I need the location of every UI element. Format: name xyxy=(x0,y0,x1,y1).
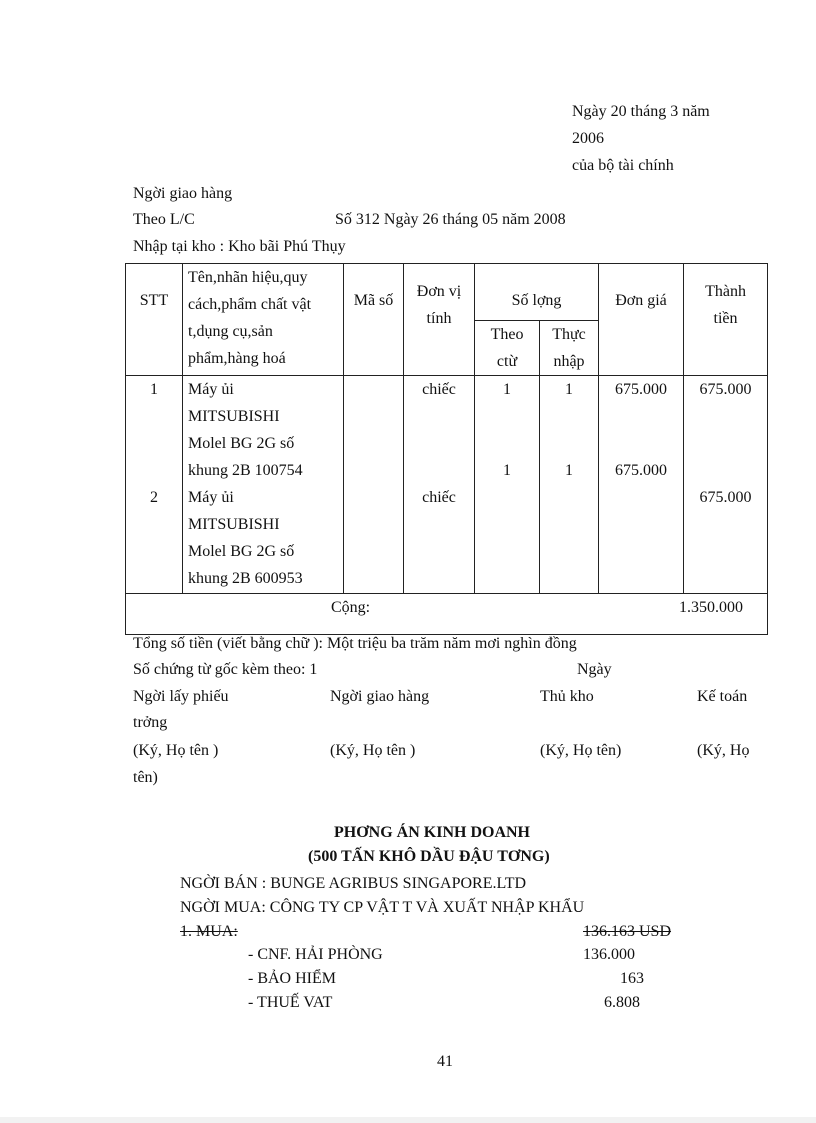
lc-label: Theo L/C xyxy=(133,211,195,228)
plan-item-cnf-value: 136.000 xyxy=(583,946,635,963)
header-stt: STT xyxy=(126,264,183,376)
lc-number: Số 312 Ngày 26 tháng 05 năm 2008 xyxy=(335,211,566,228)
row1-stt: 1 xyxy=(150,381,158,398)
signature-accountant: Kế toán xyxy=(697,688,748,705)
page-number: 41 xyxy=(437,1053,453,1070)
sign-label-accountant: (Ký, Họ xyxy=(697,742,750,759)
receipt-table xyxy=(125,263,768,635)
cell-stt xyxy=(126,376,183,594)
cell-price xyxy=(599,376,684,594)
sign-label-wrap: tên) xyxy=(133,769,158,786)
cell-name: Máy ủi MITSUBISHI Molel BG 2G số khung 2B 100754 Máy ủi MITSUBISHI Molel BG 2G số khung 2B 600953 xyxy=(183,376,344,594)
summary-date-label: Ngày xyxy=(577,661,612,678)
cell-qty-actual xyxy=(540,376,599,594)
cell-amount xyxy=(684,376,768,594)
deliverer-line: Ngời giao hàng xyxy=(133,185,233,202)
total-label: Cộng: xyxy=(331,599,371,616)
attached-docs: Số chứng từ gốc kèm theo: 1 xyxy=(133,661,318,678)
plan-item-cnf-label: - CNF. HẢI PHÒNG xyxy=(248,946,383,963)
row2-stt: 2 xyxy=(150,489,158,506)
plan-seller: NGỜI BÁN : BUNGE AGRIBUS SINGAPORE.LTD xyxy=(180,875,527,892)
table-total-row xyxy=(126,594,768,635)
plan-item-insurance-value: 163 xyxy=(620,970,644,987)
sign-label-deliverer: (Ký, Họ tên ) xyxy=(330,742,416,759)
row1-price: 675.000 xyxy=(615,381,667,398)
page-footer-strip xyxy=(0,1117,816,1123)
date-line-1: Ngày 20 tháng 3 năm xyxy=(572,103,710,120)
header-unit: Đơn vị tính xyxy=(404,264,475,376)
plan-subtitle: (500 TẤN KHÔ DẦU ĐẬU TƠNG) xyxy=(308,848,550,865)
signature-storekeeper: Thủ kho xyxy=(540,688,594,705)
row2-qty-actual: 1 xyxy=(565,462,573,479)
purchase-total: 136.163 USD xyxy=(583,923,672,940)
header-qty-actual: Thực nhập xyxy=(540,321,599,376)
plan-item-vat-value: 6.808 xyxy=(604,994,640,1011)
header-code: Mã số xyxy=(344,264,404,376)
plan-item-insurance-label: - BẢO HIỂM xyxy=(248,970,336,987)
cell-qty-doc xyxy=(475,376,540,594)
purchase-label: 1. MUA: xyxy=(180,923,238,940)
row1-qty-actual: 1 xyxy=(565,381,573,398)
amount-in-words: Tổng số tiền (viết bằng chữ ): Một triệu ba trăm năm mơi nghìn đồng xyxy=(133,635,577,652)
row2-unit: chiếc xyxy=(422,489,456,506)
plan-title: PHƠNG ÁN KINH DOANH xyxy=(334,824,530,841)
plan-item-vat-label: - THUẾ VAT xyxy=(248,994,333,1011)
plan-buyer: NGỜI MUA: CÔNG TY CP VẬT T VÀ XUẤT NHẬP KHẨU xyxy=(180,899,585,916)
signature-deliverer: Ngời giao hàng xyxy=(330,688,430,705)
ministry-line: của bộ tài chính xyxy=(572,157,674,174)
table-header-row xyxy=(126,264,768,321)
row1-unit: chiếc xyxy=(422,381,456,398)
row2-qty-doc: 1 xyxy=(503,462,511,479)
row2-amount: 675.000 xyxy=(699,489,752,506)
date-line-2: 2006 xyxy=(572,130,604,147)
total-cell xyxy=(126,594,768,635)
total-value: 1.350.000 xyxy=(679,599,743,616)
warehouse-line: Nhập tại kho : Kho bãi Phú Thụy xyxy=(133,238,346,255)
header-name: Tên,nhãn hiệu,quy cách,phẩm chất vật t,dụng cụ,sản phẩm,hàng hoá xyxy=(183,264,344,376)
header-amount: Thành tiền xyxy=(684,264,768,376)
row1-qty-doc: 1 xyxy=(503,381,511,398)
header-qty-doc: Theo ctừ xyxy=(475,321,540,376)
table-row xyxy=(126,376,768,594)
header-price: Đơn giá xyxy=(599,264,684,376)
signature-receiver: Ngời lấy phiếu xyxy=(133,688,229,705)
sign-label-storekeeper: (Ký, Họ tên) xyxy=(540,742,622,759)
row1-amount: 675.000 xyxy=(699,381,752,398)
cell-code xyxy=(344,376,404,594)
row2-price: 675.000 xyxy=(615,462,667,479)
signature-receiver-wrap: trởng xyxy=(133,714,168,731)
sign-label-receiver: (Ký, Họ tên ) xyxy=(133,742,219,759)
cell-unit xyxy=(404,376,475,594)
header-qty: Số lợng xyxy=(475,264,599,321)
